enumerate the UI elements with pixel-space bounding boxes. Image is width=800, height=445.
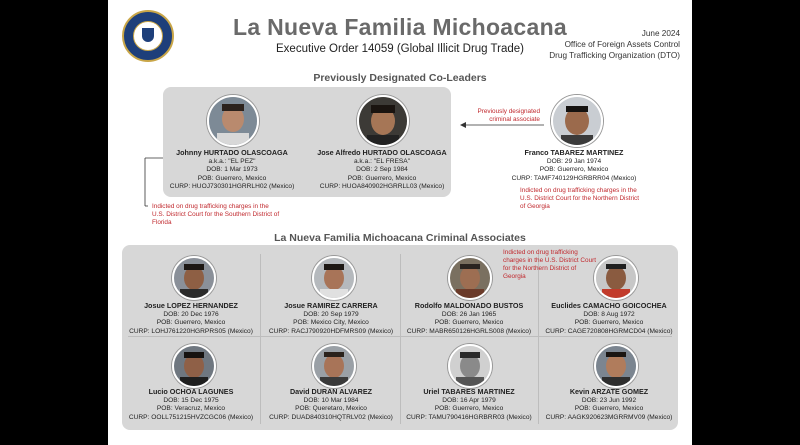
person-dob: DOB: 29 Jan 1974 [546,157,602,165]
person-curp: CURP: HUOJ730301HGRRLH02 (Mexico) [169,183,295,191]
person-pob: POB: Guerrero, Mexico [434,405,504,413]
person-pob: POB: Guerrero, Mexico [434,319,504,327]
person-curp: CURP: LOHJ761220HGRPRS05 (Mexico) [129,327,253,335]
person-curp: CURP: TAMU790416HGRBRR03 (Mexico) [406,413,532,421]
person-aka: a.k.a.: "EL FRESA" [353,157,411,165]
person-name: Jose Alfredo HURTADO OLASCOAGA [317,148,447,157]
person-curp: CURP: MABR650126HGRLS008 (Mexico) [406,327,532,335]
associate-card-euclides [541,302,677,336]
col-divider-1 [260,254,261,424]
person-name: Franco TABAREZ MARTINEZ [524,148,624,157]
person-dob: DOB: 8 Aug 1972 [583,310,635,318]
person-name: Rodolfo MALDONADO BUSTOS [414,301,524,310]
person-name: David DURAN ALVAREZ [289,387,373,396]
person-dob: DOB: 2 Sep 1984 [356,166,408,174]
avatar-franco [551,95,603,147]
note-rodolfo-indict: Indicted on drug trafficking charges in the U.S. District Court for the Northern District of Georgia [503,249,597,280]
note-leaders-indict: Indicted on drug trafficking charges in the U.S. District Court for the Southern District of Florida [152,203,280,226]
person-name: Euclides CAMACHO GOICOCHEA [551,301,667,310]
avatar-johnny [207,95,259,147]
associate-card-david [263,388,399,422]
person-pob: POB: Guerrero, Mexico [156,319,226,327]
person-curp: CURP: TAMF740129HGRBRR04 (Mexico) [511,174,637,182]
associate-card-josue-ramirez [263,302,399,336]
avatar-rodolfo [448,256,492,300]
leaders-section-title: Previously Designated Co-Leaders [313,72,487,84]
person-dob: DOB: 26 Jan 1965 [441,310,497,318]
person-pob: POB: Veracruz, Mexico [156,405,226,413]
header-org: Drug Trafficking Organization (DTO) [549,51,680,60]
header-office: Office of Foreign Assets Control [564,40,680,49]
avatar-david [312,344,356,388]
person-dob: DOB: 20 Dec 1976 [163,310,219,318]
leader-card-johnny [164,149,300,192]
person-name: Josue RAMIREZ CARRERA [284,301,378,310]
person-aka: a.k.a.: "EL PEZ" [208,157,256,165]
person-name: Uriel TABARES MARTINEZ [423,387,515,396]
person-curp: CURP: DUAD840310HQTRLV02 (Mexico) [269,413,393,421]
person-dob: DOB: 10 Mar 1984 [303,396,359,404]
person-pob: POB: Guerrero, Mexico [574,405,644,413]
franco-link-arrow [460,122,466,128]
associate-card-uriel [401,388,537,422]
person-name: Lucio OCHOA LAGUNES [148,387,234,396]
associate-card-lucio [123,388,259,422]
person-pob: POB: Guerrero, Mexico [197,174,267,182]
person-dob: DOB: 23 Jun 1992 [581,396,637,404]
page-title: La Nueva Familia Michoacana [232,14,568,40]
person-dob: DOB: 15 Dec 1975 [163,396,219,404]
avatar-kevin [594,344,638,388]
person-dob: DOB: 16 Apr 1979 [442,396,496,404]
franco-card [506,149,642,183]
associate-card-josue-lopez [123,302,259,336]
note-franco-indict: Indicted on drug trafficking charges in the U.S. District Court for the Northern District of Georgia [520,187,639,210]
person-pob: POB: Mexico City, Mexico [293,319,369,327]
person-pob: POB: Queretaro, Mexico [295,405,367,413]
avatar-uriel [448,344,492,388]
header-date: June 2024 [641,29,680,38]
avatar-lucio [172,344,216,388]
person-curp: CURP: OOLL751215HVZCGC06 (Mexico) [128,413,254,421]
person-pob: POB: Guerrero, Mexico [574,319,644,327]
associates-section-title: La Nueva Familia Michoacana Criminal Associates [274,232,526,244]
chart-page [108,0,692,445]
avatar-josue-ramirez [312,256,356,300]
person-name: Johnny HURTADO OLASCOAGA [176,148,288,157]
person-pob: POB: Guerrero, Mexico [347,174,417,182]
person-curp: CURP: RACJ790920HDFMRS09 (Mexico) [268,327,394,335]
associate-card-rodolfo [401,302,537,336]
person-pob: POB: Guerrero, Mexico [539,166,609,174]
person-name: Kevin ARZATE GOMEZ [569,387,649,396]
avatar-euclides [594,256,638,300]
leader-card-jose-alfredo [314,149,450,192]
person-curp: CURP: HUOA840902HGRRLL03 (Mexico) [319,183,445,191]
avatar-jose-alfredo [357,95,409,147]
avatar-josue-lopez [172,256,216,300]
person-name: Josue LOPEZ HERNANDEZ [144,301,238,310]
person-dob: DOB: 20 Sep 1979 [303,310,359,318]
person-dob: DOB: 1 Mar 1973 [206,166,258,174]
note-prev-associate: Previously designated criminal associate [477,108,540,123]
person-curp: CURP: CAGE720808HGRMCD04 (Mexico) [545,327,673,335]
page-subtitle: Executive Order 14059 (Global Illicit Drug Trade) [276,43,524,55]
person-curp: CURP: AAGK920623MGRRMV09 (Mexico) [545,413,673,421]
associate-card-kevin [541,388,677,422]
